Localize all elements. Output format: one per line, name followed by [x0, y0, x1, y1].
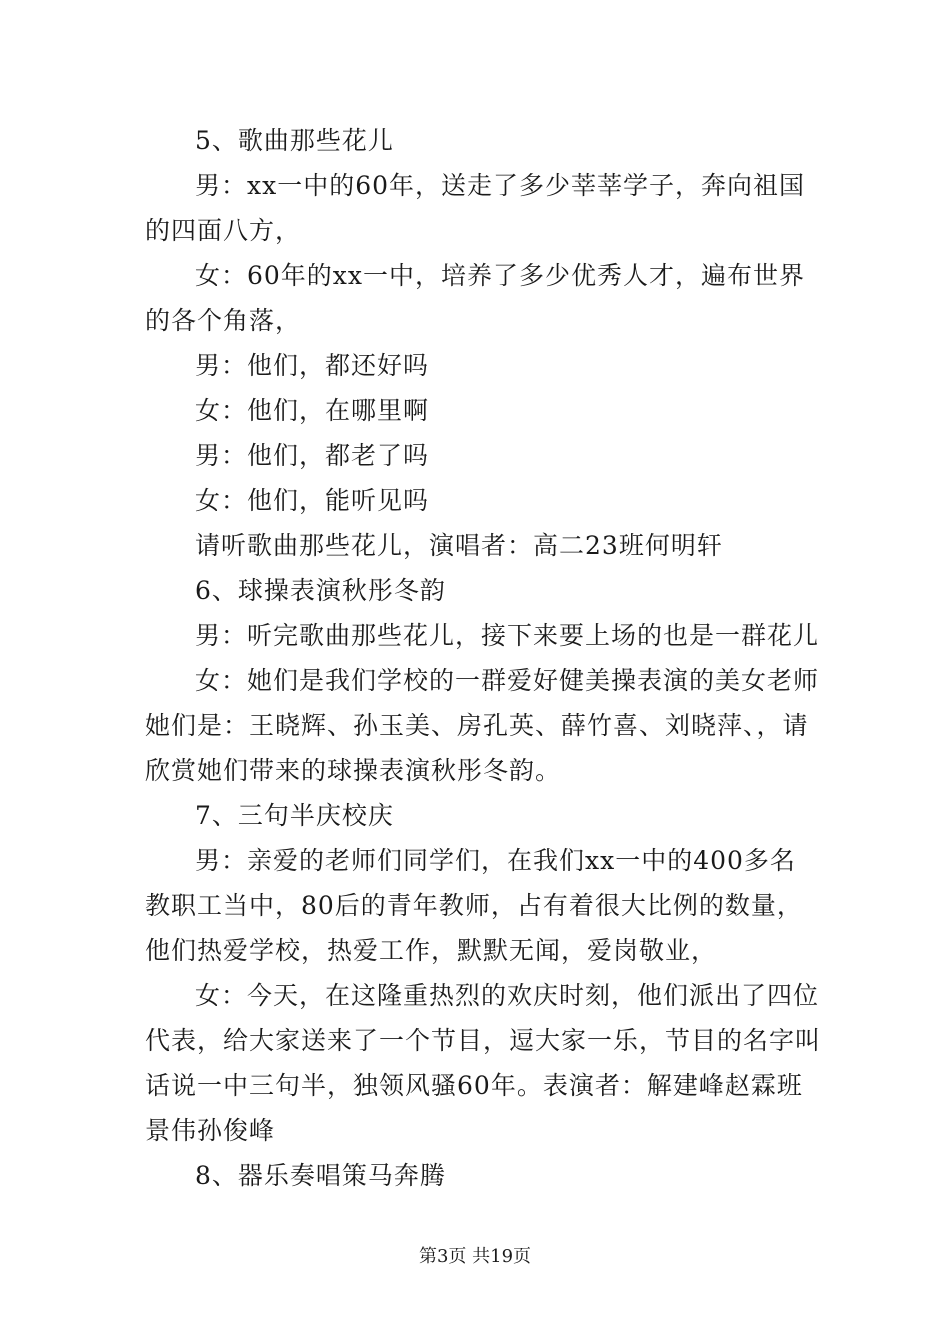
paragraph-line: 请听歌曲那些花儿，演唱者：高二23班何明轩	[195, 531, 723, 560]
paragraph-line: 话说一中三句半，独领风骚60年。表演者：解建峰赵霖班	[145, 1071, 803, 1100]
paragraph-line: 男：亲爱的老师们同学们，在我们xx一中的400多名	[195, 846, 796, 875]
paragraph-line: 代表，给大家送来了一个节目，逗大家一乐，节目的名字叫	[145, 1026, 822, 1055]
section-heading-7: 7、三句半庆校庆	[195, 801, 394, 830]
paragraph-line: 女：他们，在哪里啊	[195, 396, 430, 425]
section-heading-8: 8、器乐奏唱策马奔腾	[195, 1161, 446, 1190]
paragraph-line: 女：60年的xx一中，培养了多少优秀人才，遍布世界	[195, 261, 806, 290]
paragraph-line: 他们热爱学校，热爱工作，默默无闻，爱岗敬业，	[145, 936, 718, 965]
page-number-footer: 第3页 共19页	[418, 1246, 532, 1267]
paragraph-line: 男：听完歌曲那些花儿，接下来要上场的也是一群花儿	[195, 621, 820, 650]
paragraph-line: 她们是：王晓辉、孙玉美、房孔英、薛竹喜、刘晓萍、，请	[145, 711, 809, 740]
paragraph-line: 男：他们，都老了吗	[195, 441, 430, 470]
section-heading-6: 6、球操表演秋彤冬韵	[195, 576, 446, 605]
paragraph-line: 男：他们，都还好吗	[195, 351, 430, 380]
paragraph-line: 教职工当中，80后的青年教师，占有着很大比例的数量，	[145, 891, 803, 920]
paragraph-line: 的各个角落，	[145, 306, 302, 335]
document-body	[145, 118, 822, 1198]
paragraph-line: 女：他们，能听见吗	[195, 486, 430, 515]
paragraph-line: 男：xx一中的60年，送走了多少莘莘学子，奔向祖国	[195, 171, 806, 200]
paragraph-line: 欣赏她们带来的球操表演秋彤冬韵。	[145, 756, 562, 785]
paragraph-line: 的四面八方，	[145, 216, 302, 245]
paragraph-line: 女：她们是我们学校的一群爱好健美操表演的美女老师	[195, 666, 820, 695]
paragraph-line: 女：今天，在这隆重热烈的欢庆时刻，他们派出了四位	[195, 981, 820, 1010]
section-heading-5: 5、歌曲那些花儿	[195, 126, 394, 155]
paragraph-line: 景伟孙俊峰	[145, 1116, 276, 1145]
